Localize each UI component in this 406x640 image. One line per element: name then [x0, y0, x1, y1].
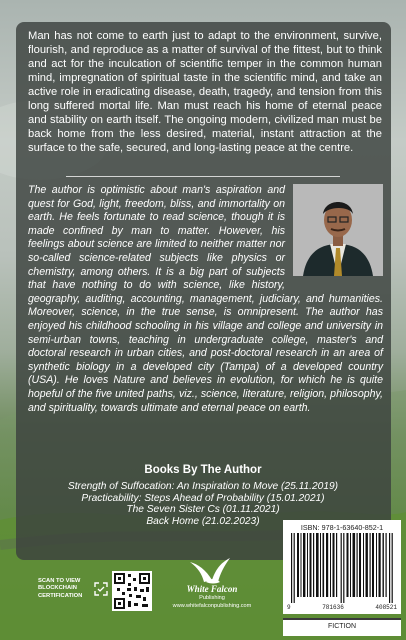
qr-code[interactable]	[112, 571, 152, 611]
qr-code-icon	[112, 571, 152, 611]
author-photo	[293, 184, 383, 276]
book-item: Strength of Suffocation: An Inspiration to Move (25.11.2019)	[67, 481, 339, 492]
barcode-digit-group: 9	[287, 604, 291, 611]
author-bio-block	[28, 184, 383, 415]
barcode-panel	[283, 520, 401, 614]
genre-bar	[283, 618, 401, 636]
isbn-text: ISBN: 978-1-63640-852-1	[300, 523, 384, 532]
barcode-digit-group: 781636	[322, 604, 344, 611]
barcode-bars	[289, 533, 395, 603]
publisher-website[interactable]: www.whitefalconpublishing.com	[172, 603, 252, 609]
author-bio-text: The author is optimistic about man's aspiration and quest for God, light, freedom, bliss, and immortality on earth. He feels fortunate to read science, though it is made confined by man to matter. However, his feelings about science are limited to neither matter nor so-called science-related subjects like physics or chemistry, among others. It is a big part of subjects that have nothing to do with science, like history, geography, auditing, accounting, management, judiciary, and humanities. Moreover, science, in the true sense, is omnipresent. The author has enjoyed his childhood schooling in his village and college and university in semi-urban towns, teaching in undergraduate college, master's and doctoral research in urban cities, and post-doctoral research in an area of synthetic biology in a developed city (Tampa) of a developed country (USA). He loves Nature and believes in evolution, for which he is quite hopeful of the five united paths, viz., science, literature, religion, philosophy, and spirituality, towards ultimate and eternal peace on earth.	[28, 184, 383, 414]
genre-label: FICTION	[328, 623, 356, 630]
scan-label: SCAN TO VIEW BLOCKCHAIN CERTIFICATION	[38, 578, 83, 599]
books-heading: Books By The Author	[144, 464, 262, 476]
scan-frame-icon	[94, 582, 108, 596]
book-item: Back Home (21.02.2023)	[146, 515, 260, 527]
barcode-digit-group: 408521	[375, 604, 397, 611]
barcode-digits	[287, 604, 397, 611]
book-item: The Seven Sister Cs (01.11.2021)	[126, 504, 280, 516]
author-portrait-image	[293, 184, 383, 276]
synopsis-paragraph: Man has not come to earth just to adapt to the environment, survive, flourish, and reproduce as a matter of survival of the fittest, but to think and act for the inculcation of scientific temper in the common human mind, impregnation of spiritual taste in the scientific mind, and take an active role in eradicating disease, death, tragedy, and tension from this long suffered mortal life. Man must reach his home of eternal peace and stability on earth itself. The ongoing modern, civilized man must be back home from the less desired, material, instant attraction at the surface to the safe, secured, and long-lasting peace at the centre.	[28, 30, 382, 154]
publisher-name: White Falcon	[186, 584, 238, 594]
book-item: Practicability: Steps Ahead of Probability (15.01.2021)	[81, 492, 325, 504]
divider-line	[66, 176, 340, 177]
publisher-sub: Publishing	[199, 595, 225, 601]
